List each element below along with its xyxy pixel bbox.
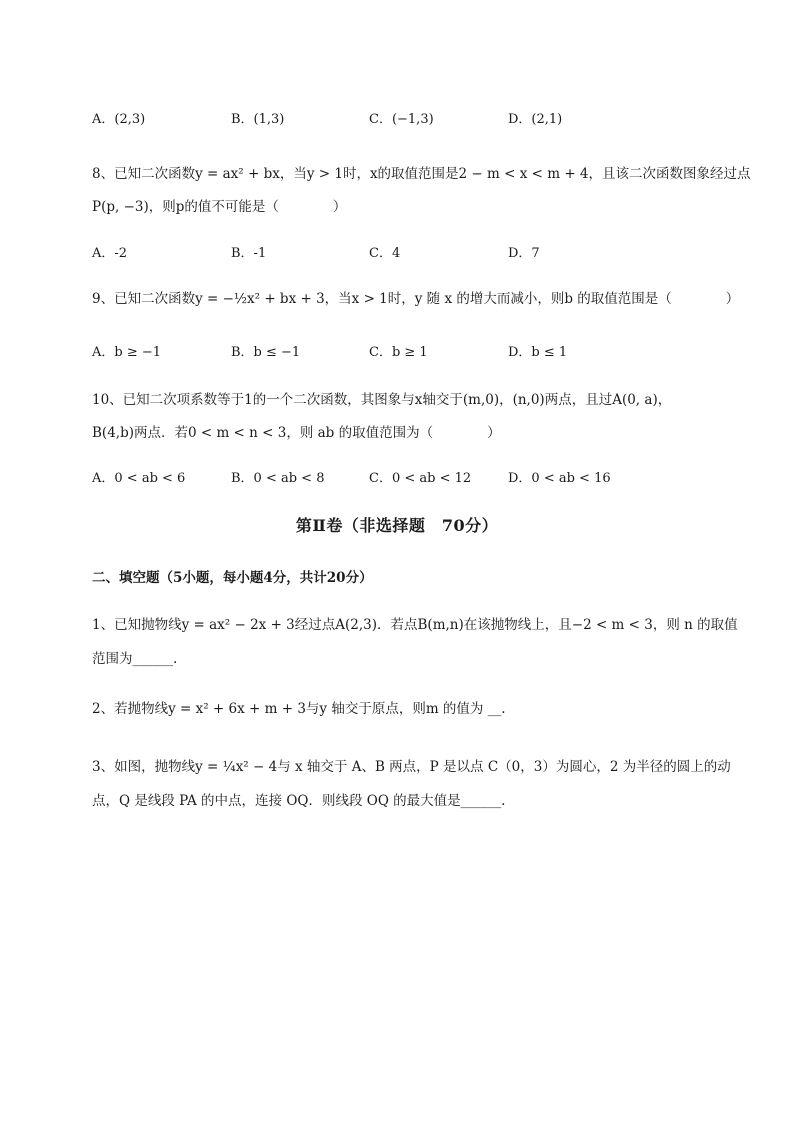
q10-text-line1: 10、已知二次项系数等于1的一个二次函数，其图象与x轴交于(m,0)，(n,0)两点，且过A(0, a)， [92, 392, 672, 408]
q8-option-a: A．-2 [92, 246, 128, 261]
q10-option-b: B．0 < ab < 8 [231, 471, 325, 486]
q7-option-d: D．(2,1) [508, 112, 563, 127]
part2-title: 第Ⅱ卷（非选择题 70分） [295, 516, 499, 535]
q8-text-line2: P(p, −3)，则p的值不可能是（ ） [92, 199, 347, 215]
q10-option-a: A．0 < ab < 6 [92, 471, 186, 486]
fill1-text-line1: 1、已知抛物线y = ax² − 2x + 3经过点A(2,3)．若点B(m,n)在该抛物线上，且−2 < m < 3，则 n 的取值 [92, 617, 738, 633]
fill3-text-line1: 3、如图，抛物线y = ¼x² − 4与 x 轴交于 A、B 两点，P 是以点 C（0，3）为圆心，2 为半径的圆上的动 [92, 759, 731, 775]
q9-option-a: A．b ≥ −1 [92, 345, 162, 360]
fill3-text-line2: 点，Q 是线段 PA 的中点，连接 OQ．则线段 OQ 的最大值是______. [92, 793, 506, 809]
q9-option-c: C．b ≥ 1 [369, 345, 428, 360]
q8-option-c: C．4 [369, 246, 401, 261]
q10-option-d: D．0 < ab < 16 [508, 471, 611, 486]
q8-text-line1: 8、已知二次函数y = ax² + bx，当y > 1时，x的取值范围是2 − m < x < m + 4，且该二次函数图象经过点 [92, 166, 751, 182]
q7-option-b: B．(1,3) [231, 112, 285, 127]
q10-option-c: C．0 < ab < 12 [369, 471, 472, 486]
section2-heading: 二、填空题（5小题，每小题4分，共计20分） [92, 570, 373, 586]
fill1-text-line2: 范围为______. [92, 651, 178, 667]
q9-option-d: D．b ≤ 1 [508, 345, 568, 360]
fill2-text-line1: 2、若抛物线y = x² + 6x + m + 3与y 轴交于原点，则m 的值为 __. [92, 701, 506, 717]
q7-option-a: A．(2,3) [92, 112, 146, 127]
q7-option-c: C．(−1,3) [369, 112, 434, 127]
q8-option-b: B．-1 [231, 246, 267, 261]
q8-option-d: D．7 [508, 246, 540, 261]
q9-option-b: B．b ≤ −1 [231, 345, 301, 360]
q9-text-line1: 9、已知二次函数y = −½x² + bx + 3，当x > 1时，y 随 x 的增大而减小，则b 的取值范围是（ ） [92, 291, 740, 307]
q10-text-line2: B(4,b)两点．若0 < m < n < 3，则 ab 的取值范围为（ ） [92, 425, 501, 441]
